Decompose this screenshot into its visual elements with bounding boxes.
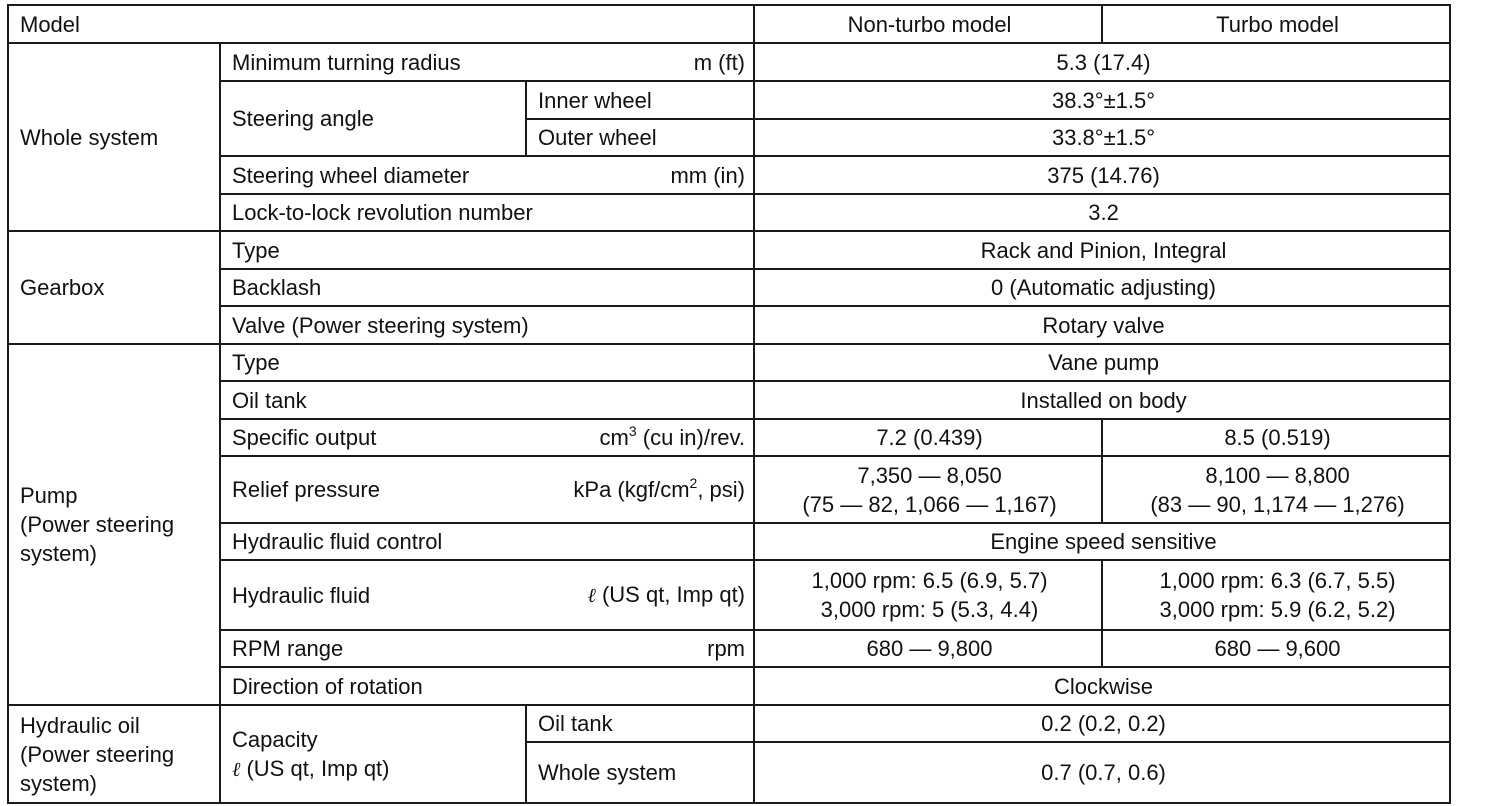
row-unit: mm (in) — [670, 162, 746, 188]
table-row — [8, 560, 1450, 630]
oil-tank-label: Oil tank — [220, 381, 754, 419]
specific-output-label — [220, 419, 754, 456]
whole-system-label: Whole system — [8, 43, 220, 231]
valve-label: Valve (Power steering system) — [220, 306, 754, 344]
table-row — [8, 630, 1450, 667]
table-row — [8, 419, 1450, 456]
min-turning-radius-value: 5.3 (17.4) — [754, 43, 1450, 81]
steering-angle-label: Steering angle — [220, 81, 526, 156]
hydraulic-oil-label-line: Hydraulic oil — [20, 712, 140, 738]
turbo-header: Turbo model — [1102, 5, 1450, 43]
capacity-oil-tank-label: Oil tank — [526, 705, 754, 742]
pump-type-value: Vane pump — [754, 344, 1450, 381]
gearbox-label: Gearbox — [8, 231, 220, 344]
valve-value: Rotary valve — [754, 306, 1450, 344]
table-row — [8, 456, 1450, 523]
capacity-whole-system-label: Whole system — [526, 742, 754, 803]
backlash-label: Backlash — [220, 269, 754, 306]
capacity-label: Capacity ℓ (US qt, Imp qt) — [220, 705, 526, 803]
fluid-control-label: Hydraulic fluid control — [220, 523, 754, 560]
rpm-range-turbo: 680 — 9,600 — [1102, 630, 1450, 667]
table-row — [8, 81, 1450, 119]
inner-wheel-label: Inner wheel — [526, 81, 754, 119]
hydraulic-oil-label-line: (Power steering — [20, 741, 175, 767]
specific-output-non-turbo: 7.2 (0.439) — [754, 419, 1102, 456]
pump-label-line: system) — [20, 541, 97, 566]
relief-pressure-label — [220, 456, 754, 523]
table-row — [8, 231, 1450, 269]
capacity-oil-tank-value: 0.2 (0.2, 0.2) — [754, 705, 1450, 742]
table-row — [8, 43, 1450, 81]
non-turbo-header: Non-turbo model — [754, 5, 1102, 43]
row-label: Steering wheel diameter — [232, 162, 470, 188]
capacity-whole-system-value: 0.7 (0.7, 0.6) — [754, 742, 1450, 803]
inner-wheel-value: 38.3°±1.5° — [754, 81, 1450, 119]
table-row — [8, 523, 1450, 560]
relief-pressure-non-turbo: 7,350 — 8,050 (75 — 82, 1,066 — 1,167) — [754, 456, 1102, 523]
table-row — [8, 381, 1450, 419]
backlash-value: 0 (Automatic adjusting) — [754, 269, 1450, 306]
wheel-diameter-label — [220, 156, 754, 194]
table-row — [8, 705, 1450, 742]
min-turning-radius-label — [220, 43, 754, 81]
wheel-diameter-value: 375 (14.76) — [754, 156, 1450, 194]
header-row — [8, 5, 1450, 43]
specific-output-turbo: 8.5 (0.519) — [1102, 419, 1450, 456]
hydraulic-oil-label-line: system) — [20, 770, 97, 796]
rotation-value: Clockwise — [754, 667, 1450, 705]
gearbox-type-value: Rack and Pinion, Integral — [754, 231, 1450, 269]
hydraulic-fluid-non-turbo: 1,000 rpm: 6.5 (6.9, 5.7) 3,000 rpm: 5 (5.3, 4.4) — [754, 560, 1102, 630]
row-label: Minimum turning radius — [232, 49, 461, 75]
lock-to-lock-label: Lock-to-lock revolution number — [220, 194, 754, 231]
rpm-range-label — [220, 630, 754, 667]
hydraulic-fluid-turbo: 1,000 rpm: 6.3 (6.7, 5.5) 3,000 rpm: 5.9 (6.2, 5.2) — [1102, 560, 1450, 630]
row-unit: kPa ($kgf/cm^2$, psi) — [573, 475, 746, 502]
row-label: Relief pressure — [232, 477, 380, 502]
table-row — [8, 194, 1450, 231]
outer-wheel-value: 33.8°±1.5° — [754, 119, 1450, 156]
steering-spec-table — [7, 4, 1451, 804]
table-row — [8, 667, 1450, 705]
hydraulic-fluid-label — [220, 560, 754, 630]
rotation-label: Direction of rotation — [220, 667, 754, 705]
table-row — [8, 156, 1450, 194]
row-label: Hydraulic fluid — [232, 582, 371, 608]
table-row — [8, 306, 1450, 344]
table-row — [8, 344, 1450, 381]
rpm-range-non-turbo: 680 — 9,800 — [754, 630, 1102, 667]
lock-to-lock-value: 3.2 — [754, 194, 1450, 231]
pump-label-line: (Power steering — [20, 512, 175, 537]
outer-wheel-label: Outer wheel — [526, 119, 754, 156]
row-unit: ℓ (US qt, Imp qt) — [587, 582, 746, 607]
oil-tank-value: Installed on body — [754, 381, 1450, 419]
pump-label-line: Pump — [20, 483, 78, 508]
table-row — [8, 269, 1450, 306]
row-unit: $cm^3$ (cu in)/rev. — [599, 423, 746, 450]
relief-pressure-turbo: 8,100 — 8,800 (83 — 90, 1,174 — 1,276) — [1102, 456, 1450, 523]
fluid-control-value: Engine speed sensitive — [754, 523, 1450, 560]
hydraulic-oil-label — [8, 705, 220, 803]
row-label: RPM range — [232, 636, 344, 661]
row-label: Specific output — [232, 425, 377, 450]
gearbox-type-label: Type — [220, 231, 754, 269]
row-unit: m (ft) — [693, 49, 746, 75]
model-header: Model — [8, 5, 754, 43]
pump-label — [8, 344, 220, 705]
row-unit: rpm — [707, 636, 746, 661]
pump-type-label: Type — [220, 344, 754, 381]
